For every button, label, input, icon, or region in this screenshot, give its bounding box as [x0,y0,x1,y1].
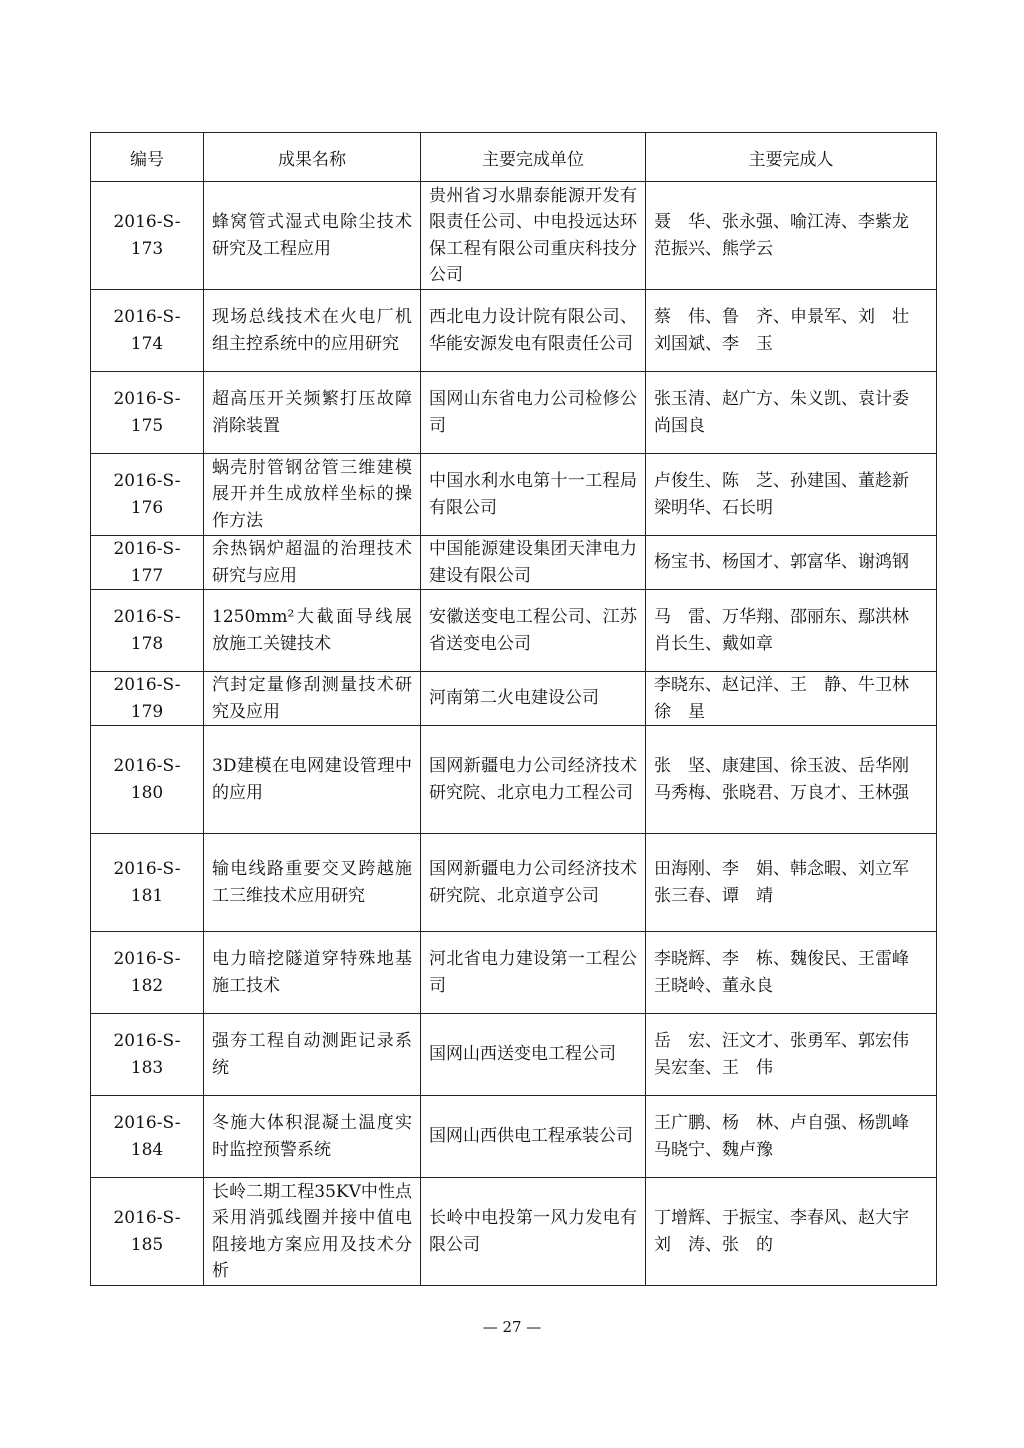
cell-code: 2016-S-177 [91,536,204,590]
cell-unit: 国网山西供电工程承装公司 [421,1096,646,1178]
cell-people [646,1096,937,1178]
table-body [91,182,937,1286]
cell-unit: 河北省电力建设第一工程公司 [421,932,646,1014]
people-line: 蔡 伟、鲁 齐、申景军、刘 壮 [654,307,909,327]
cell-people [646,590,937,672]
cell-people [646,1178,937,1286]
cell-people [646,536,937,590]
cell-title: 超高压开关频繁打压故障消除装置 [204,372,421,454]
cell-title: 强夯工程自动测距记录系统 [204,1014,421,1096]
cell-title: 冬施大体积混凝土温度实时监控预警系统 [204,1096,421,1178]
cell-people [646,454,937,536]
table-row [91,290,937,372]
cell-unit: 河南第二火电建设公司 [421,672,646,726]
cell-people [646,932,937,1014]
cell-code: 2016-S-185 [91,1178,204,1286]
cell-unit: 贵州省习水鼎泰能源开发有限责任公司、中电投远达环保工程有限公司重庆科技分公司 [421,182,646,290]
cell-unit: 西北电力设计院有限公司、华能安源发电有限责任公司 [421,290,646,372]
table-header-row [91,133,937,182]
cell-title: 1250mm²大截面导线展放施工关键技术 [204,590,421,672]
cell-title: 输电线路重要交叉跨越施工三维技术应用研究 [204,834,421,932]
cell-code: 2016-S-178 [91,590,204,672]
cell-code: 2016-S-181 [91,834,204,932]
cell-code: 2016-S-182 [91,932,204,1014]
page-number: — 27 — [482,1318,542,1336]
people-line: 马秀梅、张晓君、万良才、王林强 [654,782,909,803]
cell-title: 蜂窝管式湿式电除尘技术研究及工程应用 [204,182,421,290]
cell-code: 2016-S-180 [91,726,204,834]
cell-code: 2016-S-184 [91,1096,204,1178]
cell-title: 余热锅炉超温的治理技术研究与应用 [204,536,421,590]
cell-people [646,1014,937,1096]
people-line: 杨宝书、杨国才、郭富华、谢鸿钢 [654,552,909,573]
cell-code: 2016-S-176 [91,454,204,536]
table-row [91,590,937,672]
people-line: 马晓宁、魏卢豫 [654,1139,773,1160]
cell-title: 汽封定量修刮测量技术研究及应用 [204,672,421,726]
cell-unit: 国网新疆电力公司经济技术研究院、北京道亨公司 [421,834,646,932]
people-line: 丁增辉、于振宝、李春风、赵大宇 [654,1208,909,1228]
table-row [91,834,937,932]
people-line: 岳 宏、汪文才、张勇军、郭宏伟 [654,1031,909,1051]
cell-title: 现场总线技术在火电厂机组主控系统中的应用研究 [204,290,421,372]
people-line: 王广鹏、杨 林、卢自强、杨凯峰 [654,1113,909,1133]
people-line: 张三春、谭 靖 [654,885,773,906]
cell-title: 长岭二期工程35KV中性点采用消弧线圈并接中值电阻接地方案应用及技术分析 [204,1178,421,1286]
cell-unit: 国网山西送变电工程公司 [421,1014,646,1096]
header-title: 成果名称 [204,133,421,182]
table-row [91,726,937,834]
people-line: 梁明华、石长明 [654,497,773,518]
cell-title: 蜗壳肘管钢岔管三维建模展开并生成放样坐标的操作方法 [204,454,421,536]
table-row [91,454,937,536]
table-row [91,672,937,726]
people-line: 马 雷、万华翔、邵丽东、鄢洪林 [654,607,909,627]
people-line: 张玉清、赵广方、朱义凯、袁计委 [654,389,909,409]
people-line: 王晓岭、董永良 [654,975,773,996]
table-row [91,182,937,290]
cell-title: 3D建模在电网建设管理中的应用 [204,726,421,834]
cell-code: 2016-S-173 [91,182,204,290]
cell-code: 2016-S-183 [91,1014,204,1096]
cell-title: 电力暗挖隧道穿特殊地基施工技术 [204,932,421,1014]
people-line: 尚国良 [654,415,705,436]
people-line: 徐 星 [654,701,705,722]
people-line: 聂 华、张永强、喻江涛、李紫龙 [654,212,909,232]
people-line: 卢俊生、陈 芝、孙建国、董趁新 [654,471,909,491]
people-line: 吴宏奎、王 伟 [654,1057,773,1078]
table-row [91,1014,937,1096]
cell-people [646,834,937,932]
cell-people [646,182,937,290]
cell-unit: 中国能源建设集团天津电力建设有限公司 [421,536,646,590]
people-line: 李晓辉、李 栋、魏俊民、王雷峰 [654,949,909,969]
header-code: 编号 [91,133,204,182]
cell-people [646,290,937,372]
cell-unit: 国网山东省电力公司检修公司 [421,372,646,454]
people-line: 田海刚、李 娟、韩念暇、刘立军 [654,859,909,879]
people-line: 肖长生、戴如章 [654,633,773,654]
people-line: 张 坚、康建国、徐玉波、岳华刚 [654,756,909,776]
cell-code: 2016-S-174 [91,290,204,372]
cell-unit: 中国水利水电第十一工程局有限公司 [421,454,646,536]
cell-people [646,726,937,834]
cell-unit: 国网新疆电力公司经济技术研究院、北京电力工程公司 [421,726,646,834]
cell-people [646,372,937,454]
cell-code: 2016-S-175 [91,372,204,454]
table-row [91,1096,937,1178]
cell-people [646,672,937,726]
table-row [91,932,937,1014]
header-people: 主要完成人 [646,133,937,182]
cell-unit: 长岭中电投第一风力发电有限公司 [421,1178,646,1286]
people-line: 范振兴、熊学云 [654,238,773,259]
people-line: 刘 涛、张 的 [654,1234,773,1255]
awards-table [90,132,937,1286]
people-line: 刘国斌、李 玉 [654,333,773,354]
cell-unit: 安徽送变电工程公司、江苏省送变电公司 [421,590,646,672]
cell-code: 2016-S-179 [91,672,204,726]
table-row [91,536,937,590]
header-unit: 主要完成单位 [421,133,646,182]
table-row [91,372,937,454]
people-line: 李晓东、赵记洋、王 静、牛卫林 [654,675,909,695]
table-row [91,1178,937,1286]
